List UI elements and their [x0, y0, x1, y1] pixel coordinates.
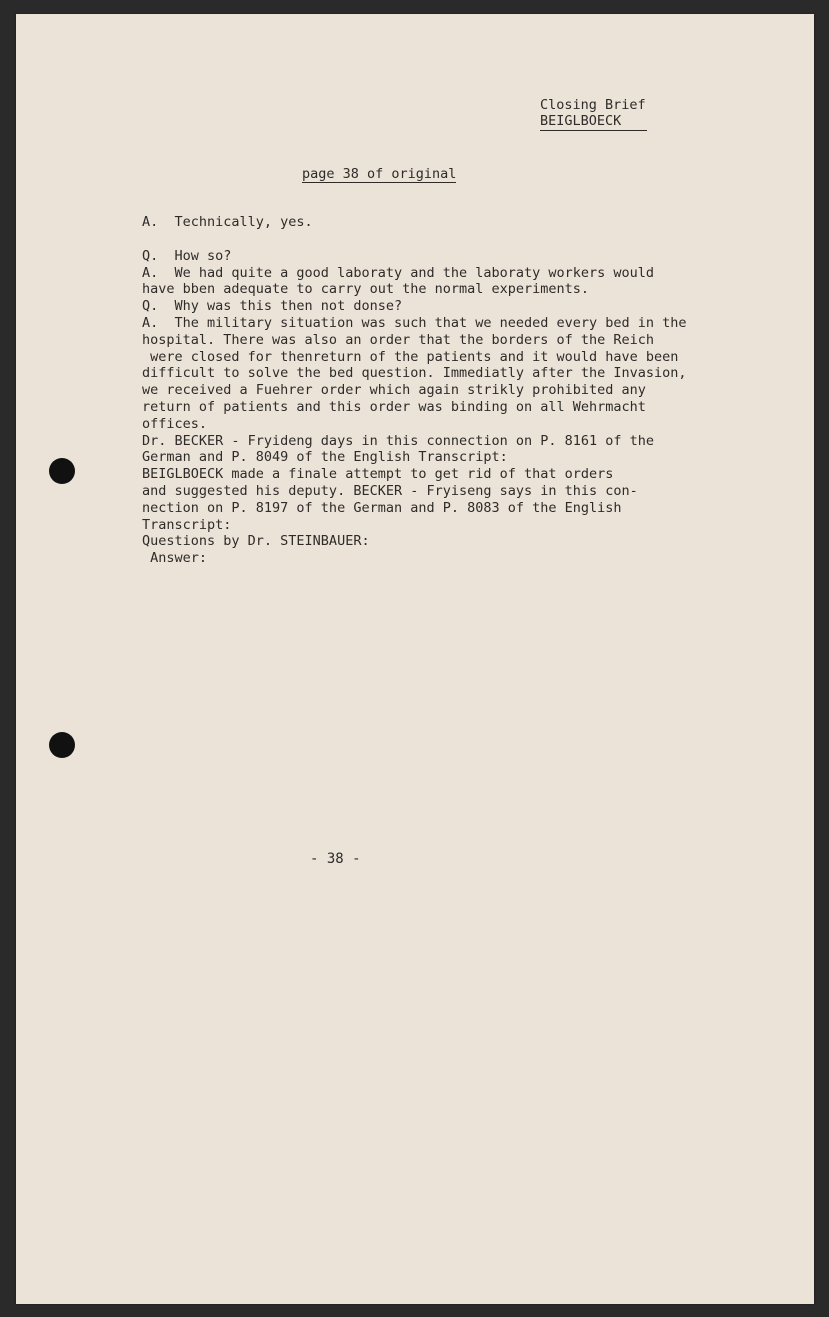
body-line: German and P. 8049 of the English Transcript: — [142, 449, 508, 466]
body-line: were closed for thenreturn of the patients and it would have been — [142, 348, 679, 365]
punch-hole-bottom — [49, 732, 75, 758]
document-page — [16, 14, 814, 1304]
page-number: - 38 - — [310, 851, 361, 867]
body-line: A. Technically, yes. — [142, 214, 313, 230]
body-line: nection on P. 8197 of the German and P. 8083 of the English — [142, 499, 622, 516]
document-header — [540, 97, 647, 131]
header-defendant-name: BEIGLBOECK — [540, 113, 647, 131]
body-line: A. The military situation was such that we needed every bed in the — [142, 314, 687, 331]
body-line: Dr. BECKER - Fryideng days in this connection on P. 8161 of the — [142, 432, 655, 449]
body-line: Q. Why was this then not donse? — [142, 298, 403, 315]
header-title: Closing Brief — [540, 97, 646, 113]
page-reference-text: page 38 of original — [302, 166, 457, 182]
document-body — [142, 214, 702, 567]
body-line: Transcript: — [142, 516, 232, 533]
punch-hole-top — [49, 458, 75, 484]
body-line — [142, 231, 702, 248]
body-line: offices. — [142, 415, 208, 432]
body-line: we received a Fuehrer order which again strikly prohibited any — [142, 382, 646, 399]
body-line: Questions by Dr. STEINBAUER: — [142, 533, 370, 550]
body-line: difficult to solve the bed question. Immediatly after the Invasion, — [142, 365, 687, 382]
body-line: A. We had quite a good laboraty and the laboraty workers would — [142, 264, 655, 281]
page-reference — [302, 166, 456, 182]
body-line: return of patients and this order was binding on all Wehrmacht — [142, 398, 646, 415]
body-line: Answer: — [142, 550, 208, 567]
body-line: BEIGLBOECK made a finale attempt to get rid of that orders — [142, 466, 614, 483]
body-line: and suggested his deputy. BECKER - Fryiseng says in this con- — [142, 482, 638, 499]
body-line: Q. How so? — [142, 247, 232, 264]
body-line: hospital. There was also an order that the borders of the Reich — [142, 331, 655, 348]
body-line: have bben adequate to carry out the normal experiments. — [142, 281, 590, 298]
